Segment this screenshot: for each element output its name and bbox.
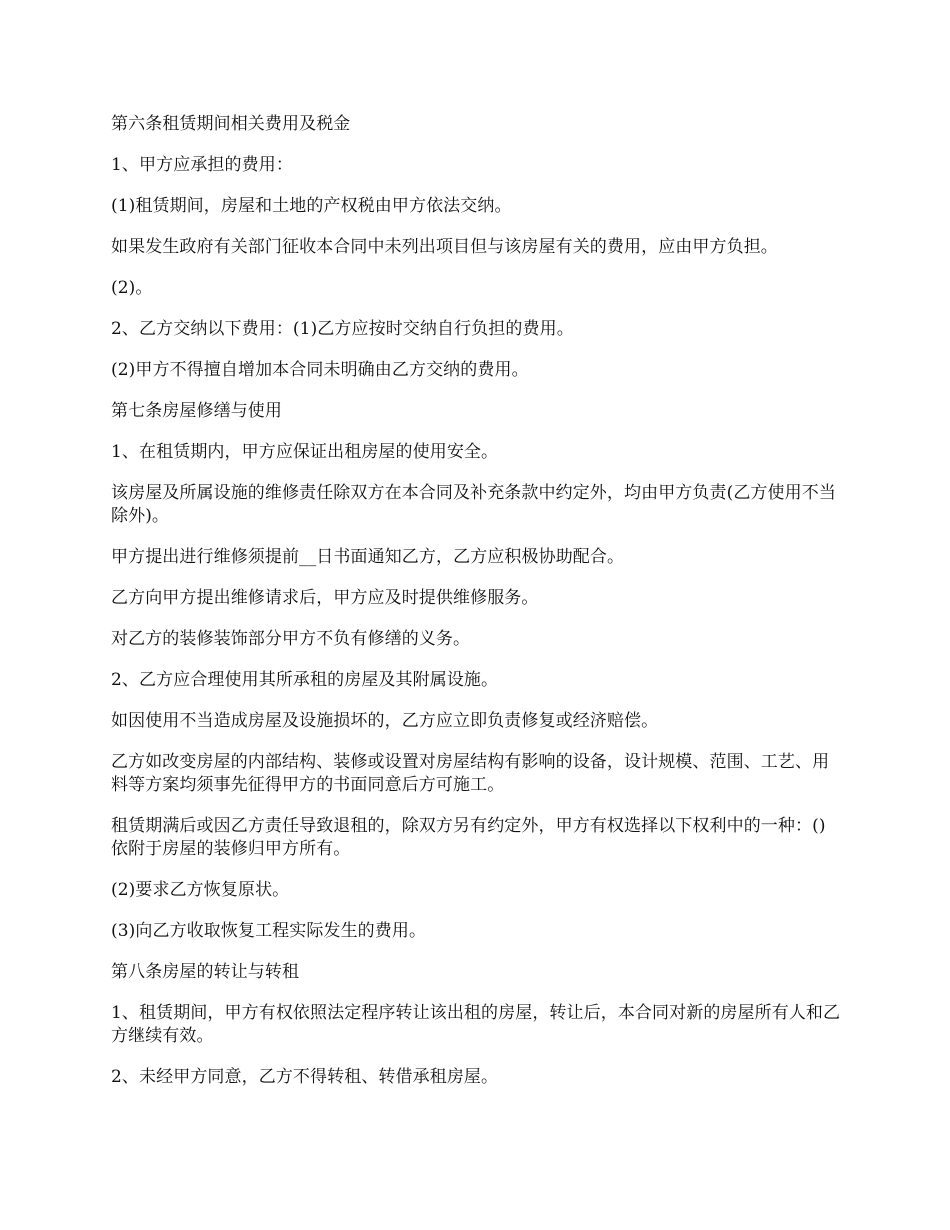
- clause-paragraph: 该房屋及所属设施的维修责任除双方在本合同及补充条款中约定外，均由甲方负责(乙方使用不当除外)。: [111, 483, 836, 526]
- clause-paragraph: 2、未经甲方同意，乙方不得转租、转借承租房屋。: [111, 1067, 499, 1087]
- clause-paragraph: (2)要求乙方恢复原状。: [111, 880, 290, 900]
- section-heading-article-8: 第八条房屋的转让与转租: [111, 962, 300, 982]
- clause-paragraph: 1、租赁期间，甲方有权依照法定程序转让该出租的房屋，转让后，本合同对新的房屋所有人和乙方继续有效。: [111, 1003, 841, 1046]
- clause-paragraph: 2、乙方交纳以下费用：(1)乙方应按时交纳自行负担的费用。: [111, 319, 574, 339]
- clause-paragraph: 1、在租赁期内，甲方应保证出租房屋的使用安全。: [111, 442, 499, 462]
- clause-paragraph: (2)甲方不得擅自增加本合同未明确由乙方交纳的费用。: [111, 360, 529, 380]
- clause-paragraph: 对乙方的装修装饰部分甲方不负有修缮的义务。: [111, 629, 471, 649]
- section-heading-article-6: 第六条租赁期间相关费用及税金: [111, 114, 351, 134]
- clause-paragraph: (3)向乙方收取恢复工程实际发生的费用。: [111, 921, 427, 941]
- clause-paragraph: 2、乙方应合理使用其所承租的房屋及其附属设施。: [111, 670, 499, 690]
- clause-paragraph: (1)租赁期间，房屋和土地的产权税由甲方依法交纳。: [111, 196, 512, 216]
- clause-paragraph: 如因使用不当造成房屋及设施损坏的，乙方应立即负责修复或经济赔偿。: [111, 711, 659, 731]
- clause-paragraph: (2)。: [111, 278, 153, 298]
- clause-paragraph: 1、甲方应承担的费用：: [111, 155, 293, 175]
- clause-paragraph: 租赁期满后或因乙方责任导致退租的，除双方另有约定外，甲方有权选择以下权利中的一种：()依附于房屋的装修归甲方所有。: [111, 816, 826, 859]
- clause-paragraph: 如果发生政府有关部门征收本合同中未列出项目但与该房屋有关的费用，应由甲方负担。: [111, 237, 778, 257]
- section-heading-article-7: 第七条房屋修缮与使用: [111, 401, 282, 421]
- clause-paragraph: 乙方如改变房屋的内部结构、装修或设置对房屋结构有影响的设备，设计规模、范围、工艺、用料等方案均须事先征得甲方的书面同意后方可施工。: [111, 752, 830, 795]
- clause-paragraph: 乙方向甲方提出维修请求后，甲方应及时提供维修服务。: [111, 588, 539, 608]
- clause-paragraph: 甲方提出进行维修须提前__日书面通知乙方，乙方应积极协助配合。: [111, 547, 625, 567]
